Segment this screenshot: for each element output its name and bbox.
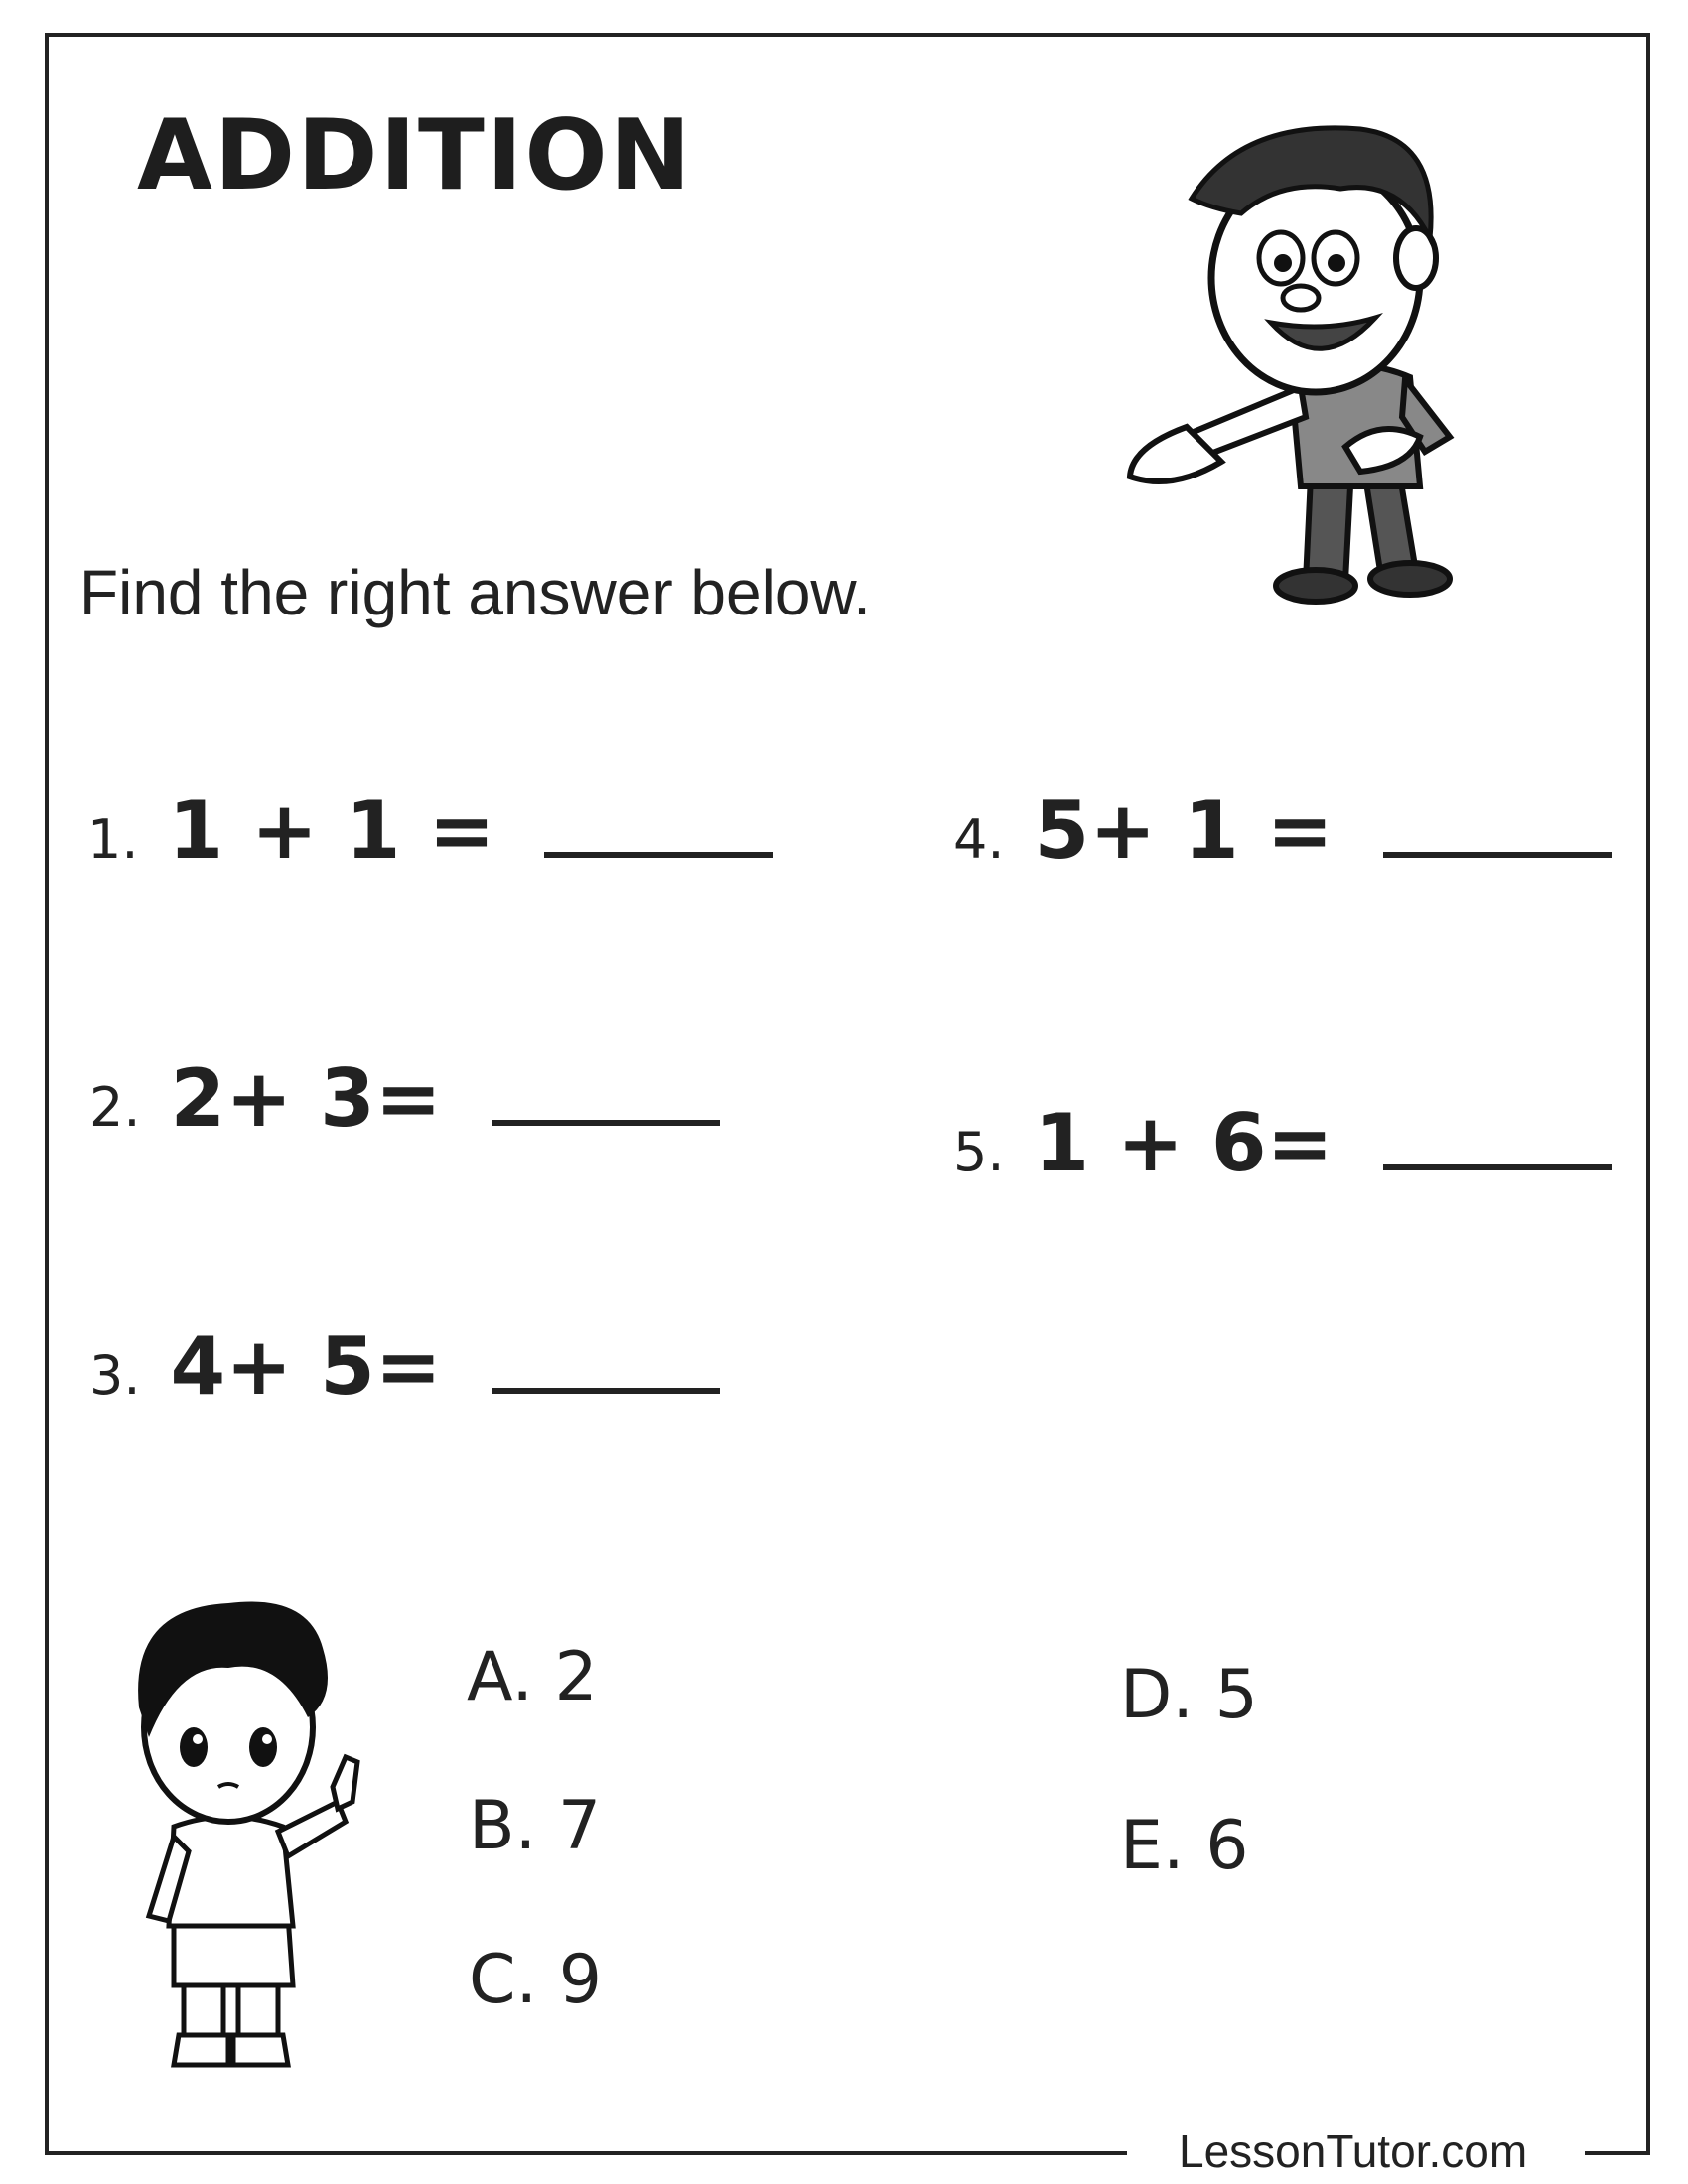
page-border-bottom-left bbox=[45, 2151, 1127, 2155]
problem-number: 5. bbox=[953, 1121, 1005, 1183]
answer-blank[interactable] bbox=[492, 1387, 720, 1394]
page-border-right bbox=[1646, 33, 1650, 2155]
answer-blank[interactable] bbox=[1383, 1163, 1612, 1170]
answer-blank[interactable] bbox=[492, 1119, 720, 1126]
choice-b: B. 7 bbox=[469, 1787, 602, 1865]
choice-a: A. 2 bbox=[467, 1638, 598, 1716]
problem-5 bbox=[953, 1097, 1612, 1189]
page-border-bottom-right bbox=[1585, 2151, 1650, 2155]
choice-d: D. 5 bbox=[1120, 1656, 1258, 1734]
answer-blank[interactable] bbox=[1383, 851, 1612, 858]
problem-number: 4. bbox=[953, 808, 1005, 871]
choice-c: C. 9 bbox=[469, 1941, 602, 2019]
choice-e: E. 6 bbox=[1120, 1807, 1249, 1885]
problem-2 bbox=[89, 1052, 720, 1145]
problem-expression: 5+ 1 = bbox=[1034, 784, 1334, 877]
page-border-top bbox=[45, 33, 1650, 37]
answer-blank[interactable] bbox=[544, 851, 773, 858]
cartoon-boy-presenting-illustration bbox=[1112, 119, 1529, 625]
problem-number: 3. bbox=[89, 1344, 141, 1407]
problem-3 bbox=[89, 1320, 720, 1413]
problem-expression: 1 + 1 = bbox=[168, 784, 495, 877]
problem-4 bbox=[953, 784, 1612, 877]
problem-expression: 2+ 3= bbox=[170, 1052, 442, 1145]
instructions-text: Find the right answer below. bbox=[79, 557, 871, 628]
cartoon-boy-pointing-illustration bbox=[79, 1588, 407, 2085]
problem-number: 2. bbox=[89, 1076, 141, 1139]
problem-expression: 1 + 6= bbox=[1034, 1097, 1334, 1189]
page-border-left bbox=[45, 33, 49, 2155]
problem-expression: 4+ 5= bbox=[170, 1320, 442, 1413]
problem-1 bbox=[87, 784, 773, 877]
problem-number: 1. bbox=[87, 808, 139, 871]
worksheet-title: ADDITION bbox=[137, 99, 693, 212]
footer-website: LessonTutor.com bbox=[1179, 2125, 1528, 2177]
